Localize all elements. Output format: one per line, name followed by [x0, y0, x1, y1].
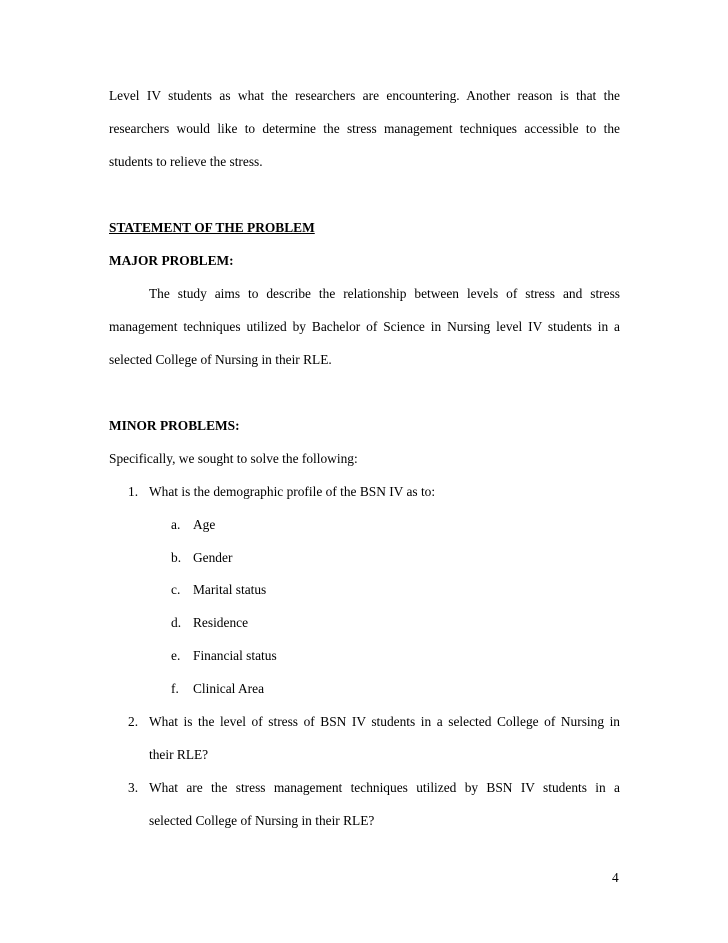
sub-list-text: Marital status [193, 582, 267, 597]
list-marker: 2. [128, 714, 139, 729]
major-para-line-3: selected College of Nursing in their RLE. [109, 352, 332, 367]
sub-list-marker: e. [171, 648, 181, 663]
sub-list-text: Age [193, 517, 216, 532]
list-item-text: What are the stress management techniques utilized by BSN IV students in a [149, 780, 620, 795]
list-item-text-continued: selected College of Nursing in their RLE? [149, 813, 375, 828]
intro-line-1: Level IV students as what the researchers are encountering. Another reason is that the [109, 88, 620, 103]
major-para-line-2: management techniques utilized by Bachelor of Science in Nursing level IV students in a [109, 319, 620, 334]
sub-list-marker: a. [171, 517, 181, 532]
list-marker: 1. [128, 484, 139, 499]
sub-list-marker: d. [171, 615, 182, 630]
list-item-text-continued: their RLE? [149, 747, 209, 762]
list-item-text: What is the level of stress of BSN IV students in a selected College of Nursing in [149, 714, 620, 729]
major-problem-heading: MAJOR PROBLEM: [109, 253, 234, 268]
sub-list-marker: c. [171, 582, 181, 597]
sub-list-text: Clinical Area [193, 681, 265, 696]
statement-heading: STATEMENT OF THE PROBLEM [109, 220, 315, 235]
minor-intro: Specifically, we sought to solve the following: [109, 451, 358, 466]
minor-problems-heading: MINOR PROBLEMS: [109, 418, 240, 433]
major-para-line-1: The study aims to describe the relationship between levels of stress and stress [149, 286, 620, 301]
list-marker: 3. [128, 780, 139, 795]
page-number: 4 [612, 870, 619, 885]
sub-list-text: Residence [193, 615, 249, 630]
sub-list-text: Gender [193, 550, 233, 565]
list-item-text: What is the demographic profile of the BSN IV as to: [149, 484, 436, 499]
sub-list-marker: f. [171, 681, 179, 696]
intro-line-2: researchers would like to determine the stress management techniques accessible to the [109, 121, 620, 136]
intro-line-3: students to relieve the stress. [109, 154, 263, 169]
sub-list-text: Financial status [193, 648, 277, 663]
sub-list-marker: b. [171, 550, 182, 565]
